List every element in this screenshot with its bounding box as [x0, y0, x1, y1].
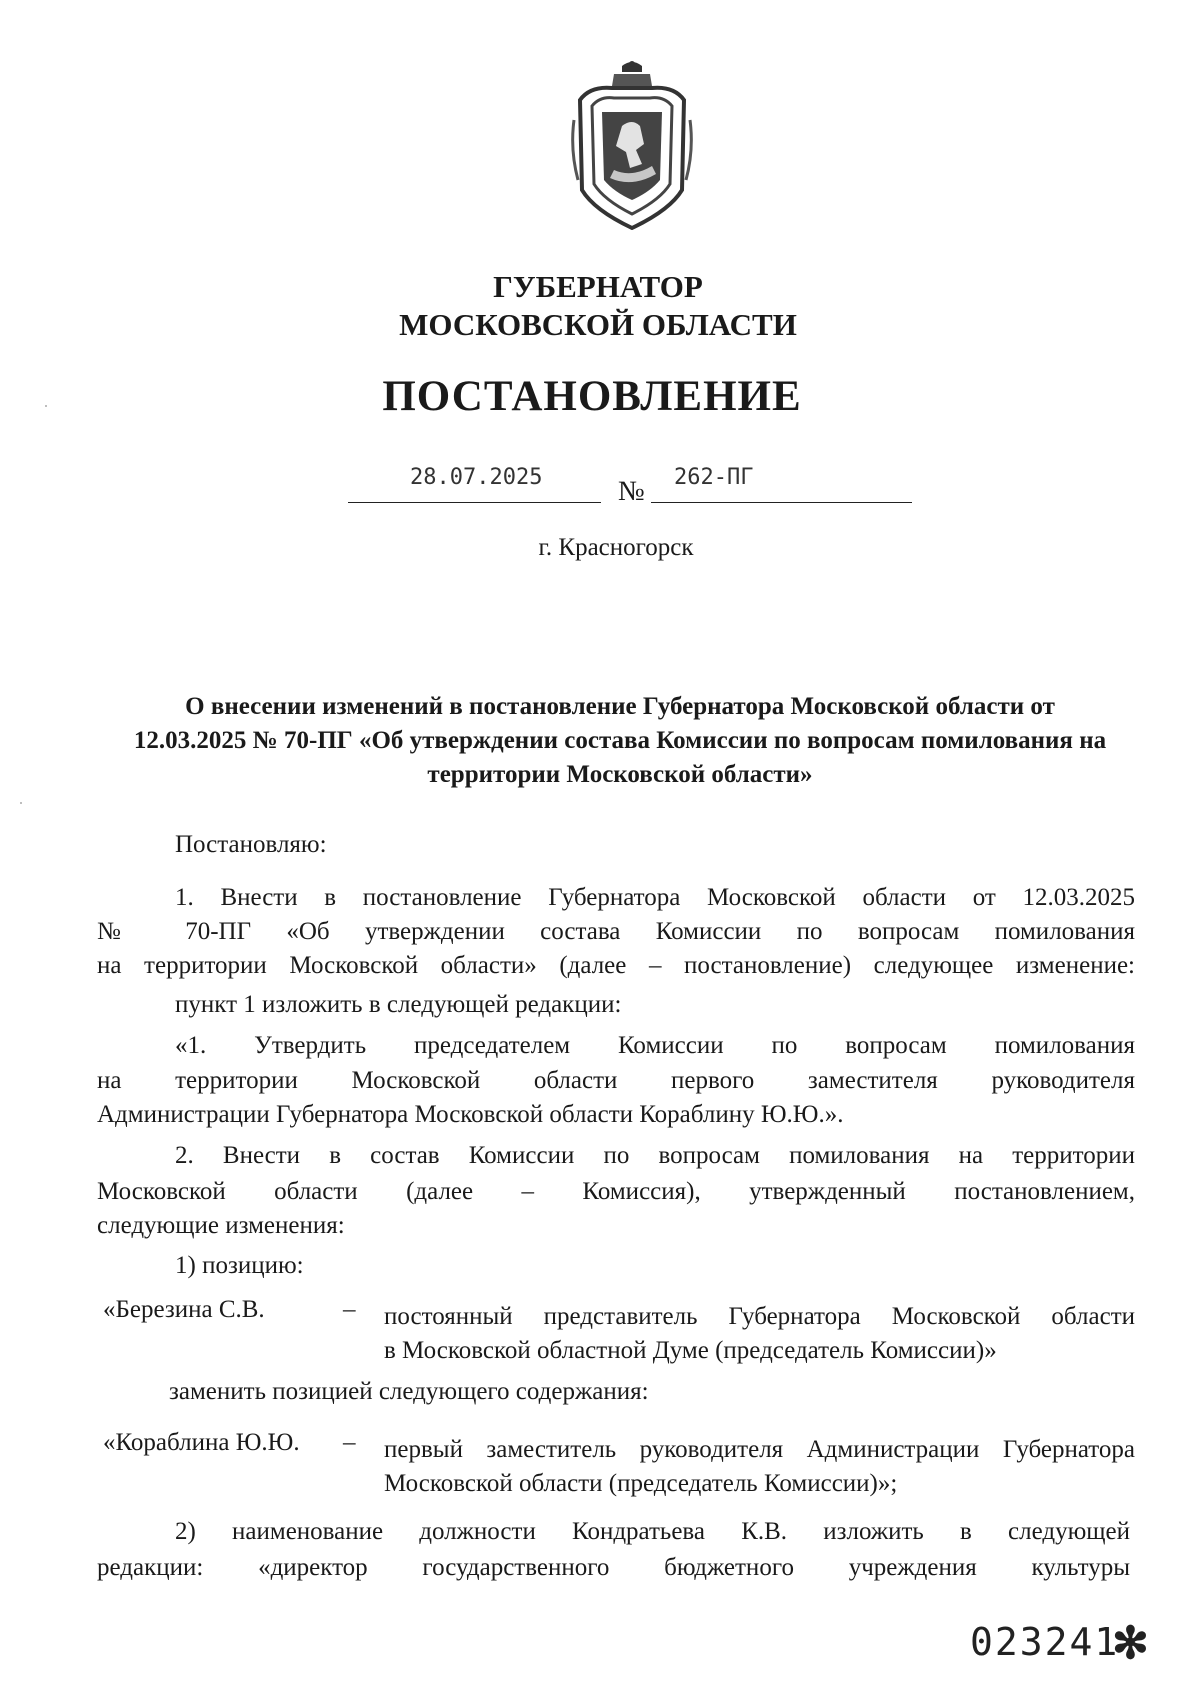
body-line: 2. Внести в состав Комиссии по вопросам помилования на территории	[175, 1142, 1135, 1169]
body-line: № 70-ПГ «Об утверждении состава Комиссии по вопросам помилования	[97, 918, 1135, 945]
body-line: «1. Утвердить председателем Комиссии по вопросам помилования	[175, 1032, 1135, 1059]
position-description: Московской области (председатель Комиссии)»;	[384, 1470, 898, 1497]
position-name: «Кораблина Ю.Ю.	[103, 1429, 300, 1456]
number-sign: №	[618, 476, 645, 507]
scan-speck	[45, 405, 47, 407]
body-line: редакции: «директор государственного бюджетного учреждения культуры	[97, 1554, 1130, 1581]
position-dash: –	[343, 1429, 356, 1456]
body-line: 1) позицию:	[175, 1252, 304, 1279]
document-subject: О внесении изменений в постановление Губернатора Московской области от 12.03.2025 № 70-ПГ «Об утверждении состава Комиссии по вопросам помилования на территории Московской области»	[133, 693, 1107, 788]
scan-speck	[20, 802, 22, 804]
body-line: 1. Внести в постановление Губернатора Московской области от 12.03.2025	[175, 884, 1135, 911]
body-line: следующие изменения:	[97, 1212, 345, 1239]
document-number: 262-ПГ	[674, 465, 754, 490]
body-line: Московской области (далее – Комиссия), утвержденный постановлением,	[97, 1178, 1135, 1205]
body-line: на территории Московской области первого заместителя руководителя	[97, 1067, 1135, 1094]
body-line: 2) наименование должности Кондратьева К.В. изложить в следующей	[175, 1518, 1130, 1545]
document-city: г. Красногорск	[538, 534, 694, 561]
position-dash: –	[343, 1296, 356, 1323]
authority-title-line1: ГУБЕРНАТОР	[493, 269, 703, 304]
body-line: Постановляю:	[175, 831, 327, 858]
body-line: заменить позицией следующего содержания:	[169, 1378, 649, 1405]
document-date: 28.07.2025	[410, 465, 543, 490]
position-name: «Березина С.В.	[103, 1296, 265, 1323]
asterisk-mark-icon: ✻	[1112, 1619, 1149, 1668]
body-line: на территории Московской области» (далее – постановление) следующее изменение:	[97, 952, 1135, 979]
number-underline	[651, 502, 912, 503]
serial-number: 023241	[970, 1620, 1120, 1664]
position-description: в Московской областной Думе (председатель Комиссии)»	[384, 1337, 997, 1364]
position-description: первый заместитель руководителя Администрации Губернатора	[384, 1436, 1135, 1463]
body-line: Администрации Губернатора Московской области Кораблину Ю.Ю.».	[97, 1101, 844, 1128]
authority-title-line2: МОСКОВСКОЙ ОБЛАСТИ	[399, 307, 797, 342]
date-underline	[348, 502, 601, 503]
document-type-title: ПОСТАНОВЛЕНИЕ	[382, 373, 802, 420]
coat-of-arms-emblem	[570, 60, 694, 230]
position-description: постоянный представитель Губернатора Московской области	[384, 1303, 1135, 1330]
body-line: пункт 1 изложить в следующей редакции:	[175, 991, 622, 1018]
